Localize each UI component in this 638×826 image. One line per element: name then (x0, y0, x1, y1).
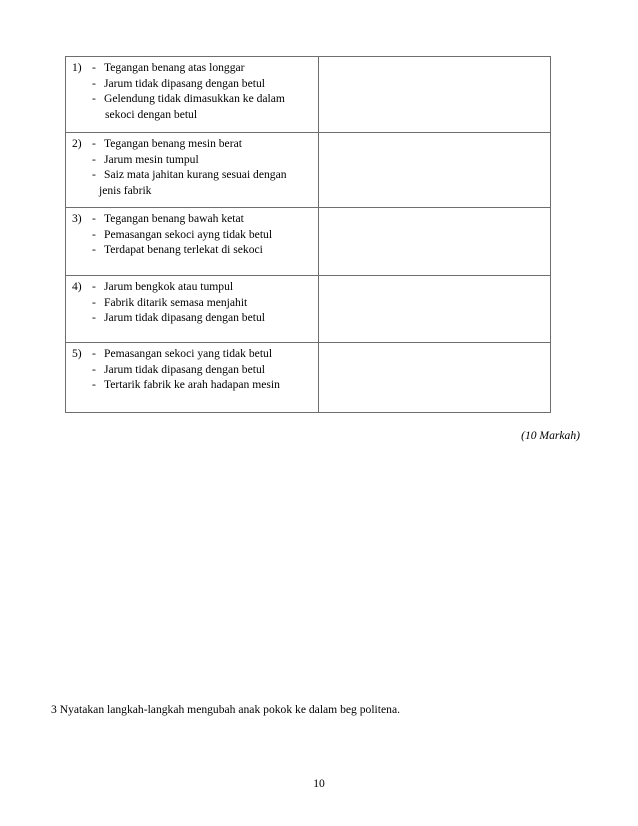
answer-cell[interactable] (319, 57, 551, 133)
cause-cell (66, 133, 319, 208)
item-line (92, 362, 318, 378)
question-text: 3 Nyatakan langkah-langkah mengubah anak pokok ke dalam beg politena. (51, 703, 400, 716)
item-line (92, 211, 318, 227)
answer-cell[interactable] (319, 343, 551, 413)
dash-marker: - (92, 311, 96, 325)
line-text: sekoci dengan betul (105, 107, 198, 121)
marks-label: (10 Markah) (521, 429, 580, 442)
line-text: Jarum mesin tumpul (104, 152, 199, 166)
dash-marker: - (92, 280, 96, 293)
cause-cell (66, 208, 319, 276)
table-row (66, 57, 551, 133)
dash-marker: - (92, 295, 96, 309)
item-line-continuation (92, 107, 318, 123)
numbered-item (72, 279, 318, 326)
dash-marker: - (92, 137, 96, 150)
answer-cell[interactable] (319, 276, 551, 343)
page-number: 10 (313, 777, 325, 790)
item-line (92, 346, 318, 362)
table-row (66, 133, 551, 208)
answer-cell[interactable] (319, 133, 551, 208)
item-line (92, 60, 318, 76)
dash-marker: - (92, 152, 96, 166)
item-number: 3) (72, 212, 82, 225)
item-number: 1) (72, 61, 82, 74)
line-text: Tegangan benang mesin berat (104, 137, 242, 150)
item-line (92, 242, 318, 258)
line-text: Terdapat benang terlekat di sekoci (104, 243, 263, 257)
numbered-item (72, 211, 318, 258)
cause-cell (66, 343, 319, 413)
line-text: Tertarik fabrik ke arah hadapan mesin (104, 378, 280, 392)
item-lines (92, 136, 318, 198)
item-line (92, 310, 318, 326)
line-text: Jarum tidak dipasang dengan betul (104, 311, 265, 325)
dash-marker: - (92, 378, 96, 392)
item-lines (92, 279, 318, 326)
item-line (92, 91, 318, 107)
dash-marker: - (92, 227, 96, 241)
line-text: Tegangan benang bawah ketat (104, 212, 244, 225)
line-text: Pemasangan sekoci yang tidak betul (104, 347, 273, 360)
table-row (66, 276, 551, 343)
numbered-item (72, 60, 318, 122)
item-number: 2) (72, 137, 82, 150)
item-lines (92, 211, 318, 258)
item-line (92, 377, 318, 393)
line-text: Saiz mata jahitan kurang sesuai dengan (104, 168, 287, 182)
dash-marker: - (92, 243, 96, 257)
cause-cell (66, 57, 319, 133)
line-text: Gelendung tidak dimasukkan ke dalam (104, 92, 285, 106)
answer-table (65, 56, 551, 413)
line-text: jenis fabrik (99, 183, 152, 197)
table-row (66, 343, 551, 413)
dash-marker: - (92, 168, 96, 182)
item-line (92, 295, 318, 311)
numbered-item (72, 136, 318, 198)
line-text: Jarum bengkok atau tumpul (104, 280, 234, 293)
item-lines (92, 346, 318, 393)
item-number: 4) (72, 280, 82, 293)
item-line (92, 167, 318, 183)
item-line (92, 136, 318, 152)
item-line (92, 279, 318, 295)
dash-marker: - (92, 76, 96, 90)
item-line (92, 227, 318, 243)
dash-marker: - (92, 347, 96, 360)
answer-cell[interactable] (319, 208, 551, 276)
cause-cell (66, 276, 319, 343)
item-line (92, 152, 318, 168)
item-line-continuation (92, 183, 318, 199)
numbered-item (72, 346, 318, 393)
item-number: 5) (72, 347, 82, 360)
dash-marker: - (92, 212, 96, 225)
line-text: Tegangan benang atas longgar (104, 61, 245, 74)
line-text: Fabrik ditarik semasa menjahit (104, 295, 248, 309)
table-row (66, 208, 551, 276)
line-text: Jarum tidak dipasang dengan betul (104, 362, 265, 376)
item-lines (92, 60, 318, 122)
dash-marker: - (92, 61, 96, 74)
dash-marker: - (92, 92, 96, 106)
item-line (92, 76, 318, 92)
dash-marker: - (92, 362, 96, 376)
line-text: Pemasangan sekoci ayng tidak betul (104, 227, 273, 241)
line-text: Jarum tidak dipasang dengan betul (104, 76, 265, 90)
